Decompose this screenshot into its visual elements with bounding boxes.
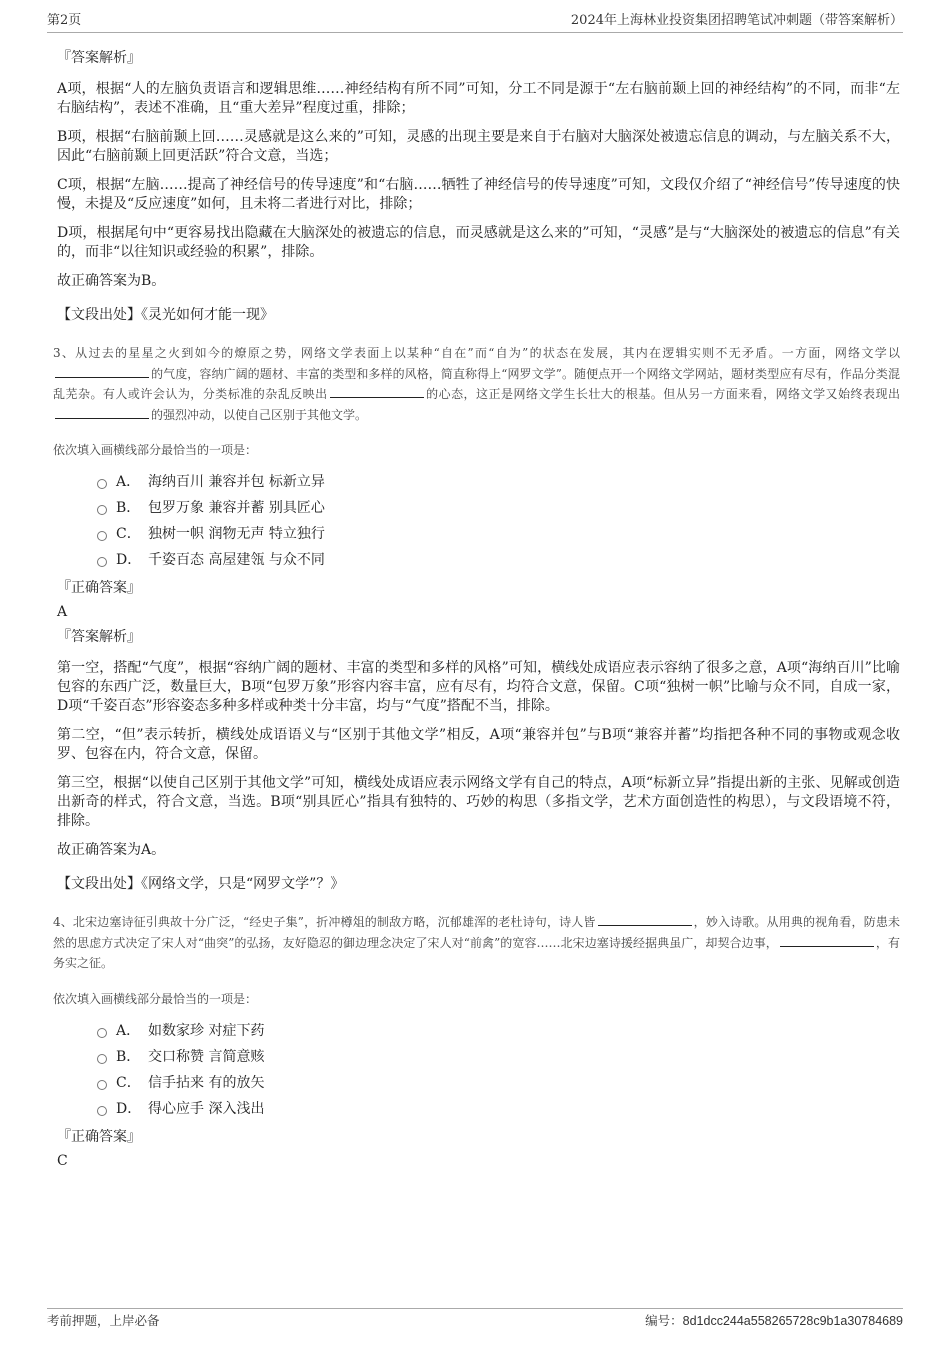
q3-option-a[interactable]: A． 海纳百川 兼容并包 标新立异	[97, 469, 900, 495]
q2-conclusion: 故正确答案为B。	[57, 273, 166, 289]
footer-slogan: 考前押题，上岸必备	[47, 1313, 160, 1328]
blank-line	[55, 406, 149, 419]
page-header	[47, 10, 903, 33]
q4-option-a[interactable]: A． 如数家珍 对症下药	[97, 1018, 900, 1044]
radio-icon[interactable]	[97, 1054, 107, 1064]
q3-analysis-2: 第二空，“但”表示转折，横线处成语语义与“区别于其他文学”相反，A项“兼容并包”与B项“兼容并蓄”均指把各种不同的事物或观念收罗、包容在内，符合文意，保留。	[57, 727, 900, 762]
q4-option-b[interactable]: B． 交口称赞 言简意赅	[97, 1044, 900, 1070]
q2-analysis-a: A项，根据“人的左脑负责语言和逻辑思维……神经结构有所不同”可知，分工不同是源于“左右脑前颞上回的神经结构”的不同，而非“左右脑结构”，表述不准确，且“重大差异”程度过重，排除；	[57, 81, 900, 116]
radio-icon[interactable]	[97, 1106, 107, 1116]
radio-icon[interactable]	[97, 531, 107, 541]
page-number: 第2页	[47, 13, 82, 28]
q3-correct-label: 『正确答案』	[57, 580, 141, 596]
q4-option-d[interactable]: D． 得心应手 深入浅出	[97, 1096, 900, 1122]
q3-option-d[interactable]: D． 千姿百态 高屋建瓴 与众不同	[97, 547, 900, 573]
radio-icon[interactable]	[97, 505, 107, 515]
blank-line	[330, 385, 424, 398]
blank-line	[598, 913, 692, 926]
document-code: 编号：8d1dcc244a558265728c9b1a30784689	[645, 1313, 903, 1328]
q3-answer: A	[57, 604, 68, 620]
q3-conclusion: 故正确答案为A。	[57, 842, 166, 858]
q2-source: 【文段出处】《灵光如何才能一现》	[57, 307, 274, 323]
radio-icon[interactable]	[97, 557, 107, 567]
q3-source: 【文段出处】《网络文学，只是“网罗文学”？》	[57, 876, 345, 892]
q4-prompt: 依次填入画横线部分最恰当的一项是：	[53, 991, 258, 1006]
q3-stem: 3、从过去的星星之火到如今的燎原之势，网络文学表面上以某种“自在”而“自为”的状态在发展，其内在逻辑实则不无矛盾。一方面，网络文学以的气度，容纳广阔的题材、丰富的类型和多样的风格，简直称得上“网罗文学”。随便点开一个网络文学网站，题材类型应有尽有，作品分类混乱芜杂。有人或许会认为，分类标准的杂乱反映出 的心态，这正是网络文学生长壮大的根基。但从另一方面来看，网络文学又始终表现出的强烈冲动，以使自己区别于其他文学。	[53, 346, 900, 422]
q3-analysis-label: 『答案解析』	[57, 629, 141, 645]
radio-icon[interactable]	[97, 1028, 107, 1038]
q4-correct-label: 『正确答案』	[57, 1128, 141, 1145]
q3-option-c[interactable]: C． 独树一帜 润物无声 特立独行	[97, 521, 900, 547]
blank-line	[55, 365, 149, 378]
q4-stem: 4、北宋边塞诗征引典故十分广泛，“经史子集”，折冲樽俎的制敌方略，沉郁雄浑的老杜诗句，诗人皆 ，妙入诗歌。从用典的视角看，防患未然的思虑方式决定了宋人对“曲突”的弘扬，友好隐忍的御边理念决定了宋人对“前禽”的宽容……北宋边塞诗援经据典虽广，却契合边事， ，有务实之征。	[53, 915, 900, 970]
q3-option-b[interactable]: B． 包罗万象 兼容并蓄 别具匠心	[97, 495, 900, 521]
radio-icon[interactable]	[97, 1080, 107, 1090]
q3-analysis-3: 第三空，根据“以使自己区别于其他文学”可知，横线处成语应表示网络文学有自己的特点，A项“标新立异”指提出新的主张、见解或创造出新奇的样式，符合文意，当选。B项“别具匠心”指具有独特的、巧妙的构思（多指文学，艺术方面创造性的构思），与文段语境不符，排除。	[57, 775, 900, 829]
document-title: 2024年上海林业投资集团招聘笔试冲刺题（带答案解析）	[570, 13, 903, 28]
q2-analysis-c: C项，根据“左脑……提高了神经信号的传导速度”和“右脑……牺牲了神经信号的传导速度”可知，文段仅介绍了“神经信号”传导速度的快慢，未提及“反应速度”如何，且未将二者进行对比，排除；	[57, 177, 900, 212]
q2-analysis-b: B项，根据“右脑前颞上回……灵感就是这么来的”可知，灵感的出现主要是来自于右脑对大脑深处被遗忘信息的调动，与左脑关系不大，因此“右脑前颞上回更活跃”符合文意，当选；	[57, 129, 900, 164]
blank-line	[780, 934, 874, 947]
page-content	[53, 44, 900, 1176]
q3-prompt: 依次填入画横线部分最恰当的一项是：	[53, 443, 258, 457]
q2-analysis-label: 『答案解析』	[57, 50, 141, 66]
q3-analysis-1: 第一空，搭配“气度”，根据“容纳广阔的题材、丰富的类型和多样的风格”可知，横线处成语应表示容纳了很多之意，A项“海纳百川”比喻包容的东西广泛，数量巨大，B项“包罗万象”形容内容丰富，应有尽有，均符合文意，保留。C项“独树一帜”比喻与众不同，自成一家，D项“千姿百态”形容姿态多种多样或种类十分丰富，均与“气度”搭配不当，排除。	[57, 660, 900, 714]
q4-answer: C	[57, 1152, 68, 1169]
q4-option-c[interactable]: C． 信手拈来 有的放矢	[97, 1070, 900, 1096]
q2-analysis-d: D项，根据尾句中“更容易找出隐藏在大脑深处的被遗忘的信息，而灵感就是这么来的”可知，“灵感”是与“大脑深处的被遗忘的信息”有关的，而非“以往知识或经验的积累”，排除。	[57, 225, 900, 260]
page-footer	[47, 1308, 903, 1331]
radio-icon[interactable]	[97, 479, 107, 489]
